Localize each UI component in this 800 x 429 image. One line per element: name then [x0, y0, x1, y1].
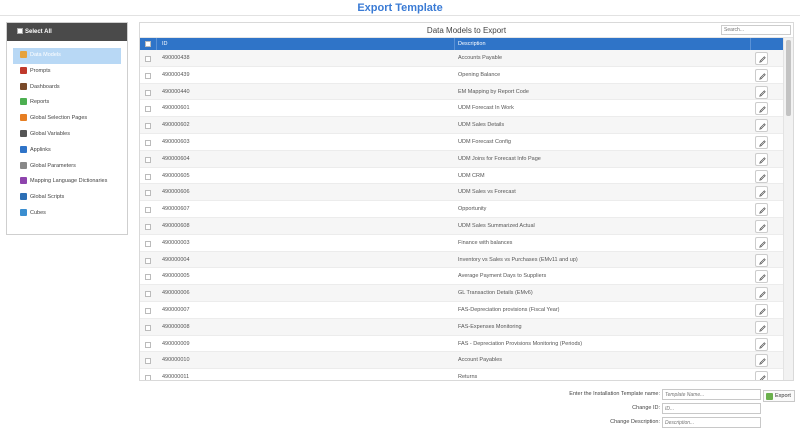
- table-row[interactable]: [140, 336, 784, 353]
- table-row[interactable]: [140, 134, 784, 151]
- selection-pages-icon: [20, 114, 27, 121]
- pencil-icon: [758, 55, 767, 64]
- edit-button[interactable]: [755, 203, 768, 216]
- reports-icon: [20, 98, 27, 105]
- row-id: 490000006: [162, 290, 190, 297]
- export-icon: [766, 393, 773, 400]
- row-description: Accounts Payable: [458, 55, 503, 61]
- edit-button[interactable]: [755, 338, 768, 351]
- row-checkbox[interactable]: [145, 140, 151, 146]
- sidebar-panel: [6, 22, 128, 235]
- row-id: 490000601: [162, 105, 190, 112]
- table-row[interactable]: [140, 168, 784, 185]
- table-row[interactable]: [140, 319, 784, 336]
- row-id: 490000604: [162, 155, 190, 162]
- row-checkbox[interactable]: [145, 274, 151, 280]
- pencil-icon: [758, 240, 767, 249]
- pencil-icon: [758, 357, 767, 366]
- change-description-input[interactable]: [662, 417, 761, 428]
- row-checkbox[interactable]: [145, 207, 151, 213]
- search-input[interactable]: [721, 25, 791, 35]
- scripts-icon: [20, 193, 27, 200]
- edit-button[interactable]: [755, 321, 768, 334]
- table-row[interactable]: [140, 151, 784, 168]
- pencil-icon: [758, 307, 767, 316]
- table-row[interactable]: [140, 252, 784, 269]
- row-description: UDM Forecast In Work: [458, 105, 514, 112]
- row-description: EM Mapping by Report Code: [458, 88, 529, 95]
- row-checkbox[interactable]: [145, 308, 151, 314]
- edit-button[interactable]: [755, 287, 768, 300]
- row-checkbox[interactable]: [145, 56, 151, 62]
- sidebar-item[interactable]: [13, 206, 121, 222]
- row-description: Average Payment Days to Suppliers: [458, 273, 547, 280]
- column-header-description[interactable]: Description: [458, 41, 486, 47]
- column-divider: [454, 38, 455, 50]
- sidebar-item[interactable]: [13, 143, 121, 159]
- edit-button[interactable]: [755, 237, 768, 250]
- row-checkbox[interactable]: [145, 358, 151, 364]
- page-title: Export Template: [357, 2, 443, 14]
- row-checkbox[interactable]: [145, 190, 151, 196]
- table-row[interactable]: [140, 352, 784, 369]
- row-checkbox[interactable]: [145, 375, 151, 381]
- sidebar-item-label: Applinks: [30, 146, 51, 153]
- row-description: UDM Joins for Forecast Info Page: [458, 155, 541, 162]
- sidebar-item-label: Global Variables: [30, 130, 70, 137]
- pencil-icon: [758, 273, 767, 282]
- column-header-id[interactable]: ID: [162, 41, 168, 47]
- sidebar-item-label: Prompts: [30, 67, 51, 74]
- edit-button[interactable]: [755, 270, 768, 283]
- edit-button[interactable]: [755, 170, 768, 183]
- row-id: 490000602: [162, 122, 190, 129]
- data-models-grid: [139, 22, 794, 381]
- row-checkbox[interactable]: [145, 258, 151, 264]
- edit-button[interactable]: [755, 254, 768, 267]
- row-description: FAS-Depreciation provisions (Fiscal Year): [458, 306, 560, 313]
- pencil-icon: [758, 156, 767, 165]
- row-description: GL Transaction Details (EMv6): [458, 290, 533, 297]
- sidebar-item[interactable]: [13, 159, 121, 175]
- row-id: 490000010: [162, 357, 190, 364]
- sidebar-item[interactable]: [13, 174, 121, 190]
- edit-button[interactable]: [755, 354, 768, 367]
- sidebar-item-label: Global Parameters: [30, 162, 76, 169]
- table-row[interactable]: [140, 84, 784, 101]
- column-divider: [156, 38, 157, 50]
- sidebar-item-label: Global Selection Pages: [30, 115, 88, 122]
- row-id: 490000011: [162, 374, 190, 381]
- table-row[interactable]: [140, 100, 784, 117]
- export-button[interactable]: [763, 390, 795, 402]
- sidebar-item[interactable]: [13, 48, 121, 64]
- sidebar-item[interactable]: [13, 64, 121, 80]
- row-description: Opportunity: [458, 206, 487, 213]
- row-checkbox[interactable]: [145, 123, 151, 129]
- table-row[interactable]: [140, 201, 784, 218]
- row-description: Opening Balance: [458, 71, 501, 78]
- row-description: UDM Sales Details: [458, 122, 505, 129]
- edit-button[interactable]: [755, 69, 768, 82]
- dashboards-icon: [20, 83, 27, 90]
- edit-button[interactable]: [755, 153, 768, 166]
- row-description: Inventory vs Sales vs Purchases (EMv11 and up): [458, 256, 578, 263]
- select-all-button[interactable]: [7, 23, 127, 41]
- sidebar-item-label: Reports: [30, 99, 50, 106]
- variables-icon: [20, 130, 27, 137]
- row-checkbox[interactable]: [145, 291, 151, 297]
- parameters-icon: [20, 162, 27, 169]
- sidebar-item[interactable]: [13, 111, 121, 127]
- table-row[interactable]: [140, 369, 784, 381]
- edit-button[interactable]: [755, 52, 768, 65]
- row-id: 490000440: [162, 88, 190, 95]
- sidebar-item[interactable]: [13, 127, 121, 143]
- row-description: FAS - Depreciation Provisions Monitoring (Periods): [458, 340, 583, 347]
- edit-button[interactable]: [755, 371, 768, 381]
- row-checkbox[interactable]: [145, 241, 151, 247]
- row-checkbox[interactable]: [145, 90, 151, 96]
- select-all-label: Select All: [25, 29, 52, 35]
- grid-header: [140, 38, 784, 50]
- change-id-label: Change ID:: [632, 405, 660, 411]
- pencil-icon: [758, 257, 767, 266]
- data-models-icon: [20, 51, 27, 58]
- row-id: 490000005: [162, 273, 190, 280]
- export-form: [520, 389, 800, 429]
- row-id: 490000608: [162, 222, 190, 229]
- row-description: UDM CRM: [458, 172, 485, 179]
- grid-title: Data Models to Export: [140, 23, 793, 38]
- edit-button[interactable]: [755, 119, 768, 132]
- sidebar-item-label: Cubes: [30, 209, 46, 216]
- pencil-icon: [758, 223, 767, 232]
- table-row[interactable]: [140, 268, 784, 285]
- row-description: Account Payables: [458, 357, 503, 364]
- edit-button[interactable]: [755, 220, 768, 233]
- row-id: 490000607: [162, 206, 190, 213]
- pencil-icon: [758, 324, 767, 333]
- row-id: 490000605: [162, 172, 190, 179]
- row-id: 490000439: [162, 71, 190, 78]
- row-checkbox[interactable]: [145, 224, 151, 230]
- pencil-icon: [758, 189, 767, 198]
- edit-button[interactable]: [755, 186, 768, 199]
- divider: [0, 15, 800, 16]
- prompts-icon: [20, 67, 27, 74]
- edit-button[interactable]: [755, 136, 768, 149]
- select-all-checkbox[interactable]: [17, 28, 23, 34]
- change-id-input[interactable]: [662, 403, 761, 414]
- table-row[interactable]: [140, 285, 784, 302]
- table-row[interactable]: [140, 302, 784, 319]
- table-row[interactable]: [140, 218, 784, 235]
- sidebar-item[interactable]: [13, 190, 121, 206]
- column-divider: [750, 38, 751, 50]
- row-id: 490000438: [162, 55, 190, 61]
- grid-scrollbar[interactable]: [783, 38, 793, 381]
- row-id: 490000007: [162, 306, 190, 313]
- pencil-icon: [758, 173, 767, 182]
- applinks-icon: [20, 146, 27, 153]
- sidebar-item[interactable]: [13, 80, 121, 96]
- table-row[interactable]: [140, 235, 784, 252]
- pencil-icon: [758, 72, 767, 81]
- pencil-icon: [758, 206, 767, 215]
- row-checkbox[interactable]: [145, 73, 151, 79]
- cubes-icon: [20, 209, 27, 216]
- sidebar-item-label: Data Models: [30, 52, 61, 58]
- row-description: UDM Sales vs Forecast: [458, 189, 516, 196]
- row-checkbox[interactable]: [145, 325, 151, 331]
- pencil-icon: [758, 89, 767, 98]
- template-name-input[interactable]: [662, 389, 761, 400]
- row-id: 490000008: [162, 323, 190, 330]
- row-checkbox[interactable]: [145, 342, 151, 348]
- row-id: 490000606: [162, 189, 190, 196]
- row-description: Finance with balances: [458, 239, 513, 246]
- scroll-thumb[interactable]: [786, 40, 791, 116]
- edit-button[interactable]: [755, 86, 768, 99]
- table-row[interactable]: [140, 50, 784, 67]
- table-row[interactable]: [140, 67, 784, 84]
- grid-rows: [140, 50, 784, 381]
- sidebar-item-label: Global Scripts: [30, 194, 65, 201]
- pencil-icon: [758, 374, 767, 381]
- edit-button[interactable]: [755, 102, 768, 115]
- row-id: 490000003: [162, 239, 190, 246]
- dictionaries-icon: [20, 177, 27, 184]
- pencil-icon: [758, 139, 767, 148]
- row-checkbox[interactable]: [145, 174, 151, 180]
- row-id: 490000603: [162, 138, 190, 145]
- pencil-icon: [758, 341, 767, 350]
- pencil-icon: [758, 122, 767, 131]
- template-name-label: Enter the Installation Template name:: [569, 391, 660, 397]
- row-checkbox[interactable]: [145, 106, 151, 112]
- pencil-icon: [758, 290, 767, 299]
- export-button-label: Export: [775, 393, 791, 399]
- row-description: Returns: [458, 374, 478, 381]
- row-description: FAS-Expenses Monitoring: [458, 323, 522, 330]
- pencil-icon: [758, 105, 767, 114]
- row-checkbox[interactable]: [145, 157, 151, 163]
- row-id: 490000004: [162, 256, 190, 263]
- sidebar-nav: [7, 41, 127, 222]
- edit-button[interactable]: [755, 304, 768, 317]
- sidebar-item-label: Dashboards: [30, 83, 60, 90]
- row-description: UDM Forecast Config: [458, 138, 511, 145]
- row-description: UDM Sales Summarized Actual: [458, 222, 535, 229]
- sidebar-item-label: Mapping Language Dictionaries: [30, 178, 108, 185]
- row-id: 490000009: [162, 340, 190, 347]
- table-row[interactable]: [140, 117, 784, 134]
- header-checkbox[interactable]: [145, 41, 151, 47]
- change-description-label: Change Description:: [610, 419, 660, 425]
- table-row[interactable]: [140, 184, 784, 201]
- sidebar-item[interactable]: [13, 95, 121, 111]
